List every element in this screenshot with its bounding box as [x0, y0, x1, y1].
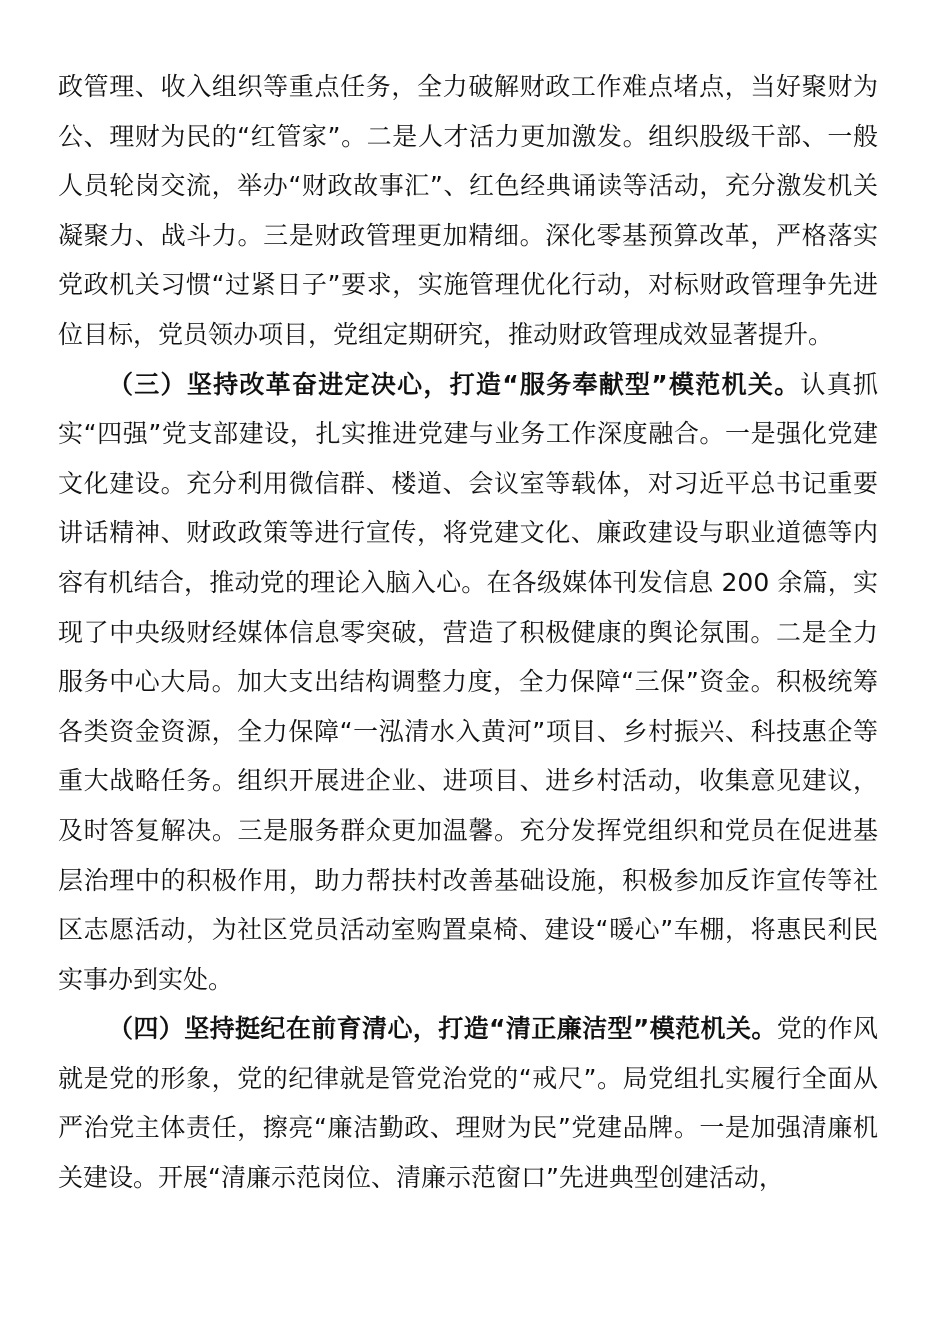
- section-3-body: 认真抓实“四强”党支部建设，扎实推进党建与业务工作深度融合。一是强化党建文化建设。充分利用微信群、楼道、会议室等载体，对习近平总书记重要讲话精神、财政政策等进行宣传，将党建文化、廉政建设与职业道德等内容有机结合，推动党的理论入脑入心。在各级媒体刊发信息 200 余篇，实现了中央级财经媒体信息零突破，营造了积极健康的舆论氛围。二是全力服务中心大局。加大支出结构调整力度，全力保障“三保”资金。积极统筹各类资金资源，全力保障“一泓清水入黄河”项目、乡村振兴、科技惠企等重大战略任务。组织开展进企业、进项目、进乡村活动，收集意见建议，及时答复解决。三是服务群众更加温馨。充分发挥党组织和党员在促进基层治理中的积极作用，助力帮扶村改善基础设施，积极参加反诈宣传等社区志愿活动，为社区党员活动室购置桌椅、建设“暖心”车棚，将惠民利民实事办到实处。: [58, 369, 878, 994]
- document-body: [58, 62, 878, 1203]
- paragraph-1-text: 政管理、收入组织等重点任务，全力破解财政工作难点堵点，当好聚财为公、理财为民的“红管家”。二是人才活力更加激发。组织股级干部、一般人员轮岗交流，举办“财政故事汇”、红色经典诵读等活动，充分激发机关凝聚力、战斗力。三是财政管理更加精细。深化零基预算改革，严格落实党政机关习惯“过紧日子”要求，实施管理优化行动，对标财政管理争先进位目标，党员领办项目，党组定期研究，推动财政管理成效显著提升。: [58, 72, 878, 349]
- section-4-body: 党的作风就是党的形象，党的纪律就是管党治党的“戒尺”。局党组扎实履行全面从严治党主体责任，擦亮“廉洁勤政、理财为民”党建品牌。一是加强清廉机关建设。开展“清廉示范岗位、清廉示范窗口”先进典型创建活动，: [58, 1014, 878, 1193]
- section-4-paragraph: [58, 1004, 878, 1202]
- section-3-paragraph: [58, 360, 878, 1005]
- paragraph-continuation: [58, 62, 878, 360]
- section-4-heading: （四）坚持挺纪在前育清心，打造“清正廉洁型”模范机关。: [108, 1014, 777, 1044]
- section-3-heading: （三）坚持改革奋进定决心，打造“服务奉献型”模范机关。: [108, 369, 801, 399]
